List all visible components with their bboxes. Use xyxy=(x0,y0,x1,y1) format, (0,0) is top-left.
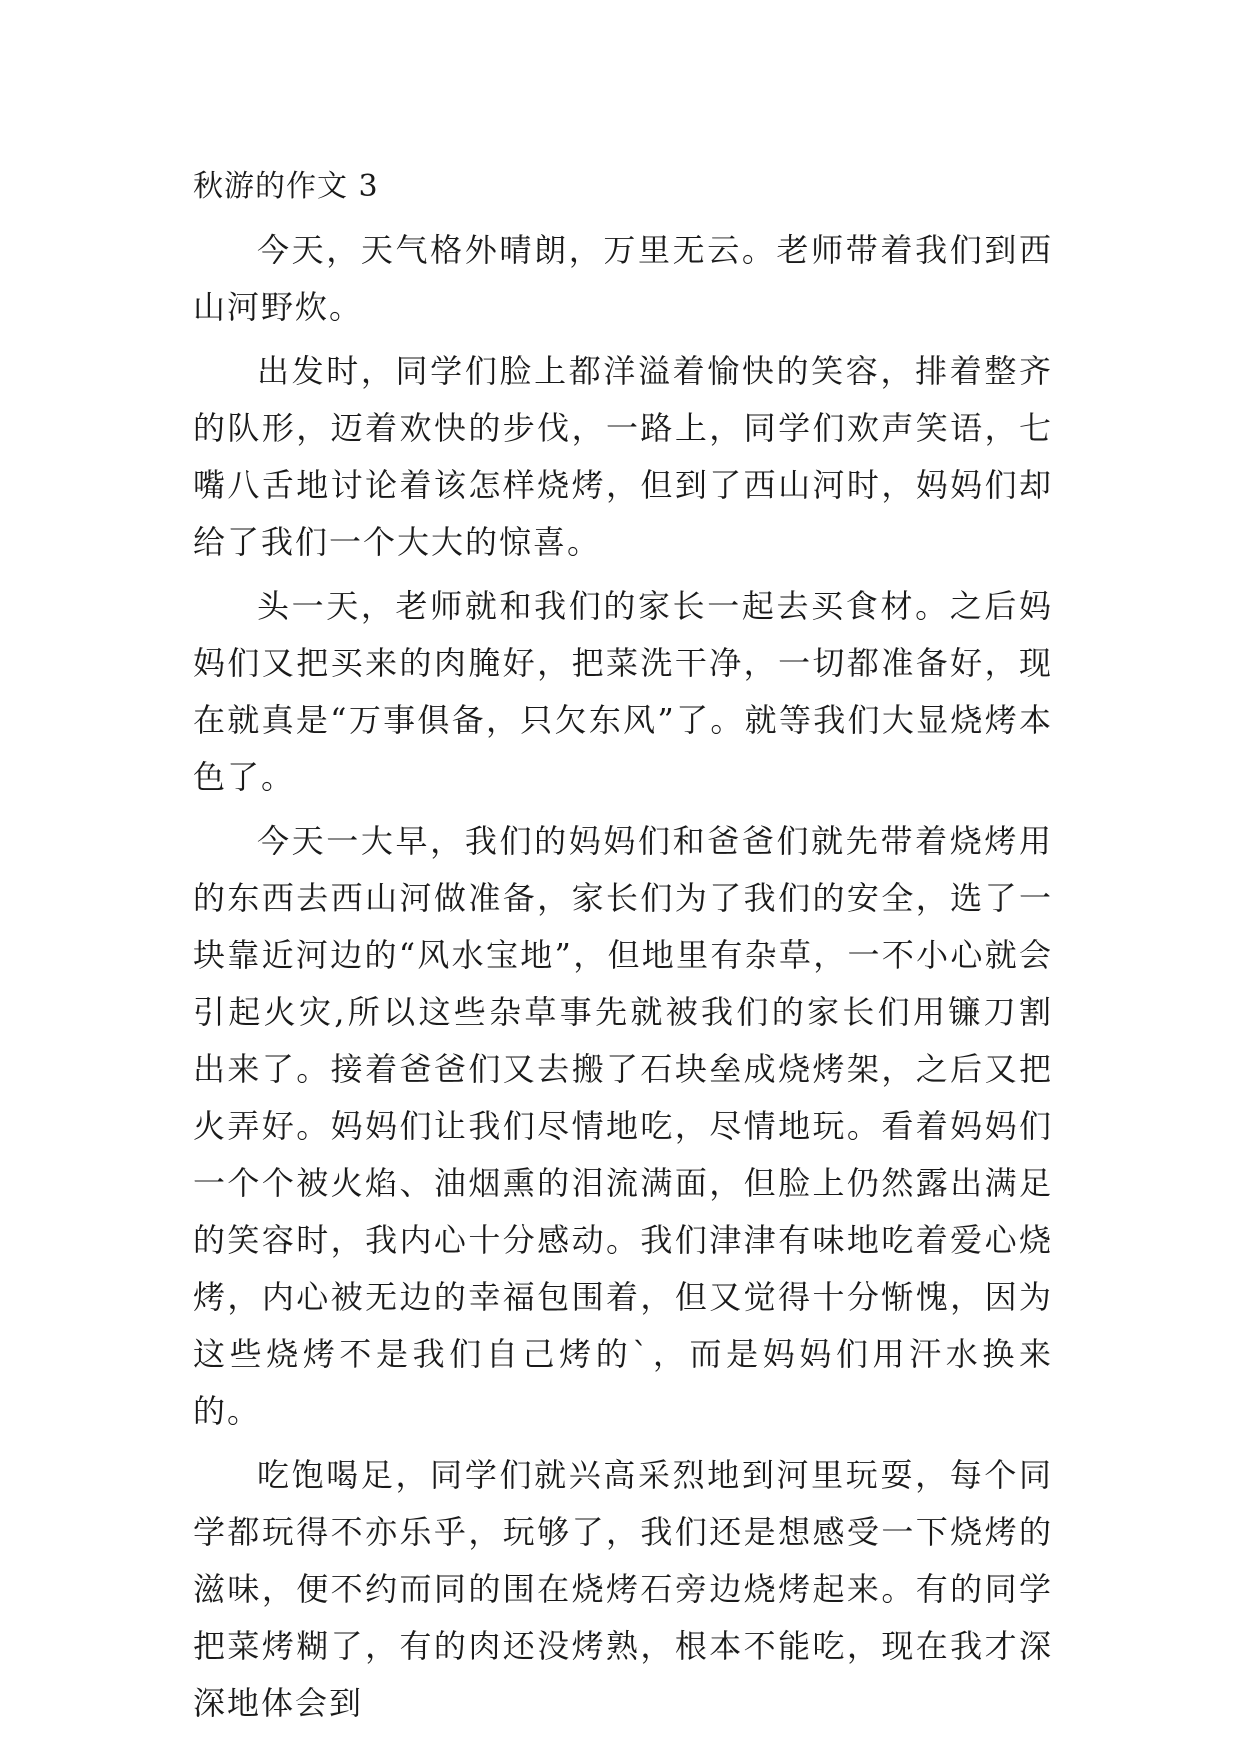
paragraph-1: 今天，天气格外晴朗，万里无云。老师带着我们到西山河野炊。 xyxy=(193,231,1053,326)
paragraph-4: 今天一大早，我们的妈妈们和爸爸们就先带着烧烤用的东西去西山河做准备，家长们为了我们的安全，选了一块靠近河边的“风水宝地”，但地里有杂草，一不小心就会引起火灾,所以这些杂草事先就被我们的家长们用镰刀割出来了。接着爸爸们又去搬了石块垒成烧烤架，之后又把火弄好。妈妈们让我们尽情地吃，尽情地玩。看着妈妈们一个个被火焰、油烟熏的泪流满面，但脸上仍然露出满足的笑容时，我内心十分感动。我们津津有味地吃着爱心烧烤，内心被无边的幸福包围着，但又觉得十分惭愧，因为这些烧烤不是我们自己烤的`，而是妈妈们用汗水换来的。 xyxy=(193,822,1053,1430)
paragraph-2: 出发时，同学们脸上都洋溢着愉快的笑容，排着整齐的队形，迈着欢快的步伐，一路上，同学们欢声笑语，七嘴八舌地讨论着该怎样烧烤，但到了西山河时，妈妈们却给了我们一个大大的惊喜。 xyxy=(193,352,1053,561)
document-body xyxy=(193,158,1053,1739)
paragraph-3: 头一天，老师就和我们的家长一起去买食材。之后妈妈们又把买来的肉腌好，把菜洗干净，一切都准备好，现在就真是“万事俱备，只欠东风”了。就等我们大显烧烤本色了。 xyxy=(193,587,1053,796)
paragraph-5: 吃饱喝足，同学们就兴高采烈地到河里玩耍，每个同学都玩得不亦乐乎，玩够了，我们还是想感受一下烧烤的滋味，便不约而同的围在烧烤石旁边烧烤起来。有的同学把菜烤糊了，有的肉还没烤熟，根本不能吃，现在我才深深地体会到 xyxy=(193,1456,1053,1722)
document-title: 秋游的作文 3 xyxy=(193,169,379,204)
